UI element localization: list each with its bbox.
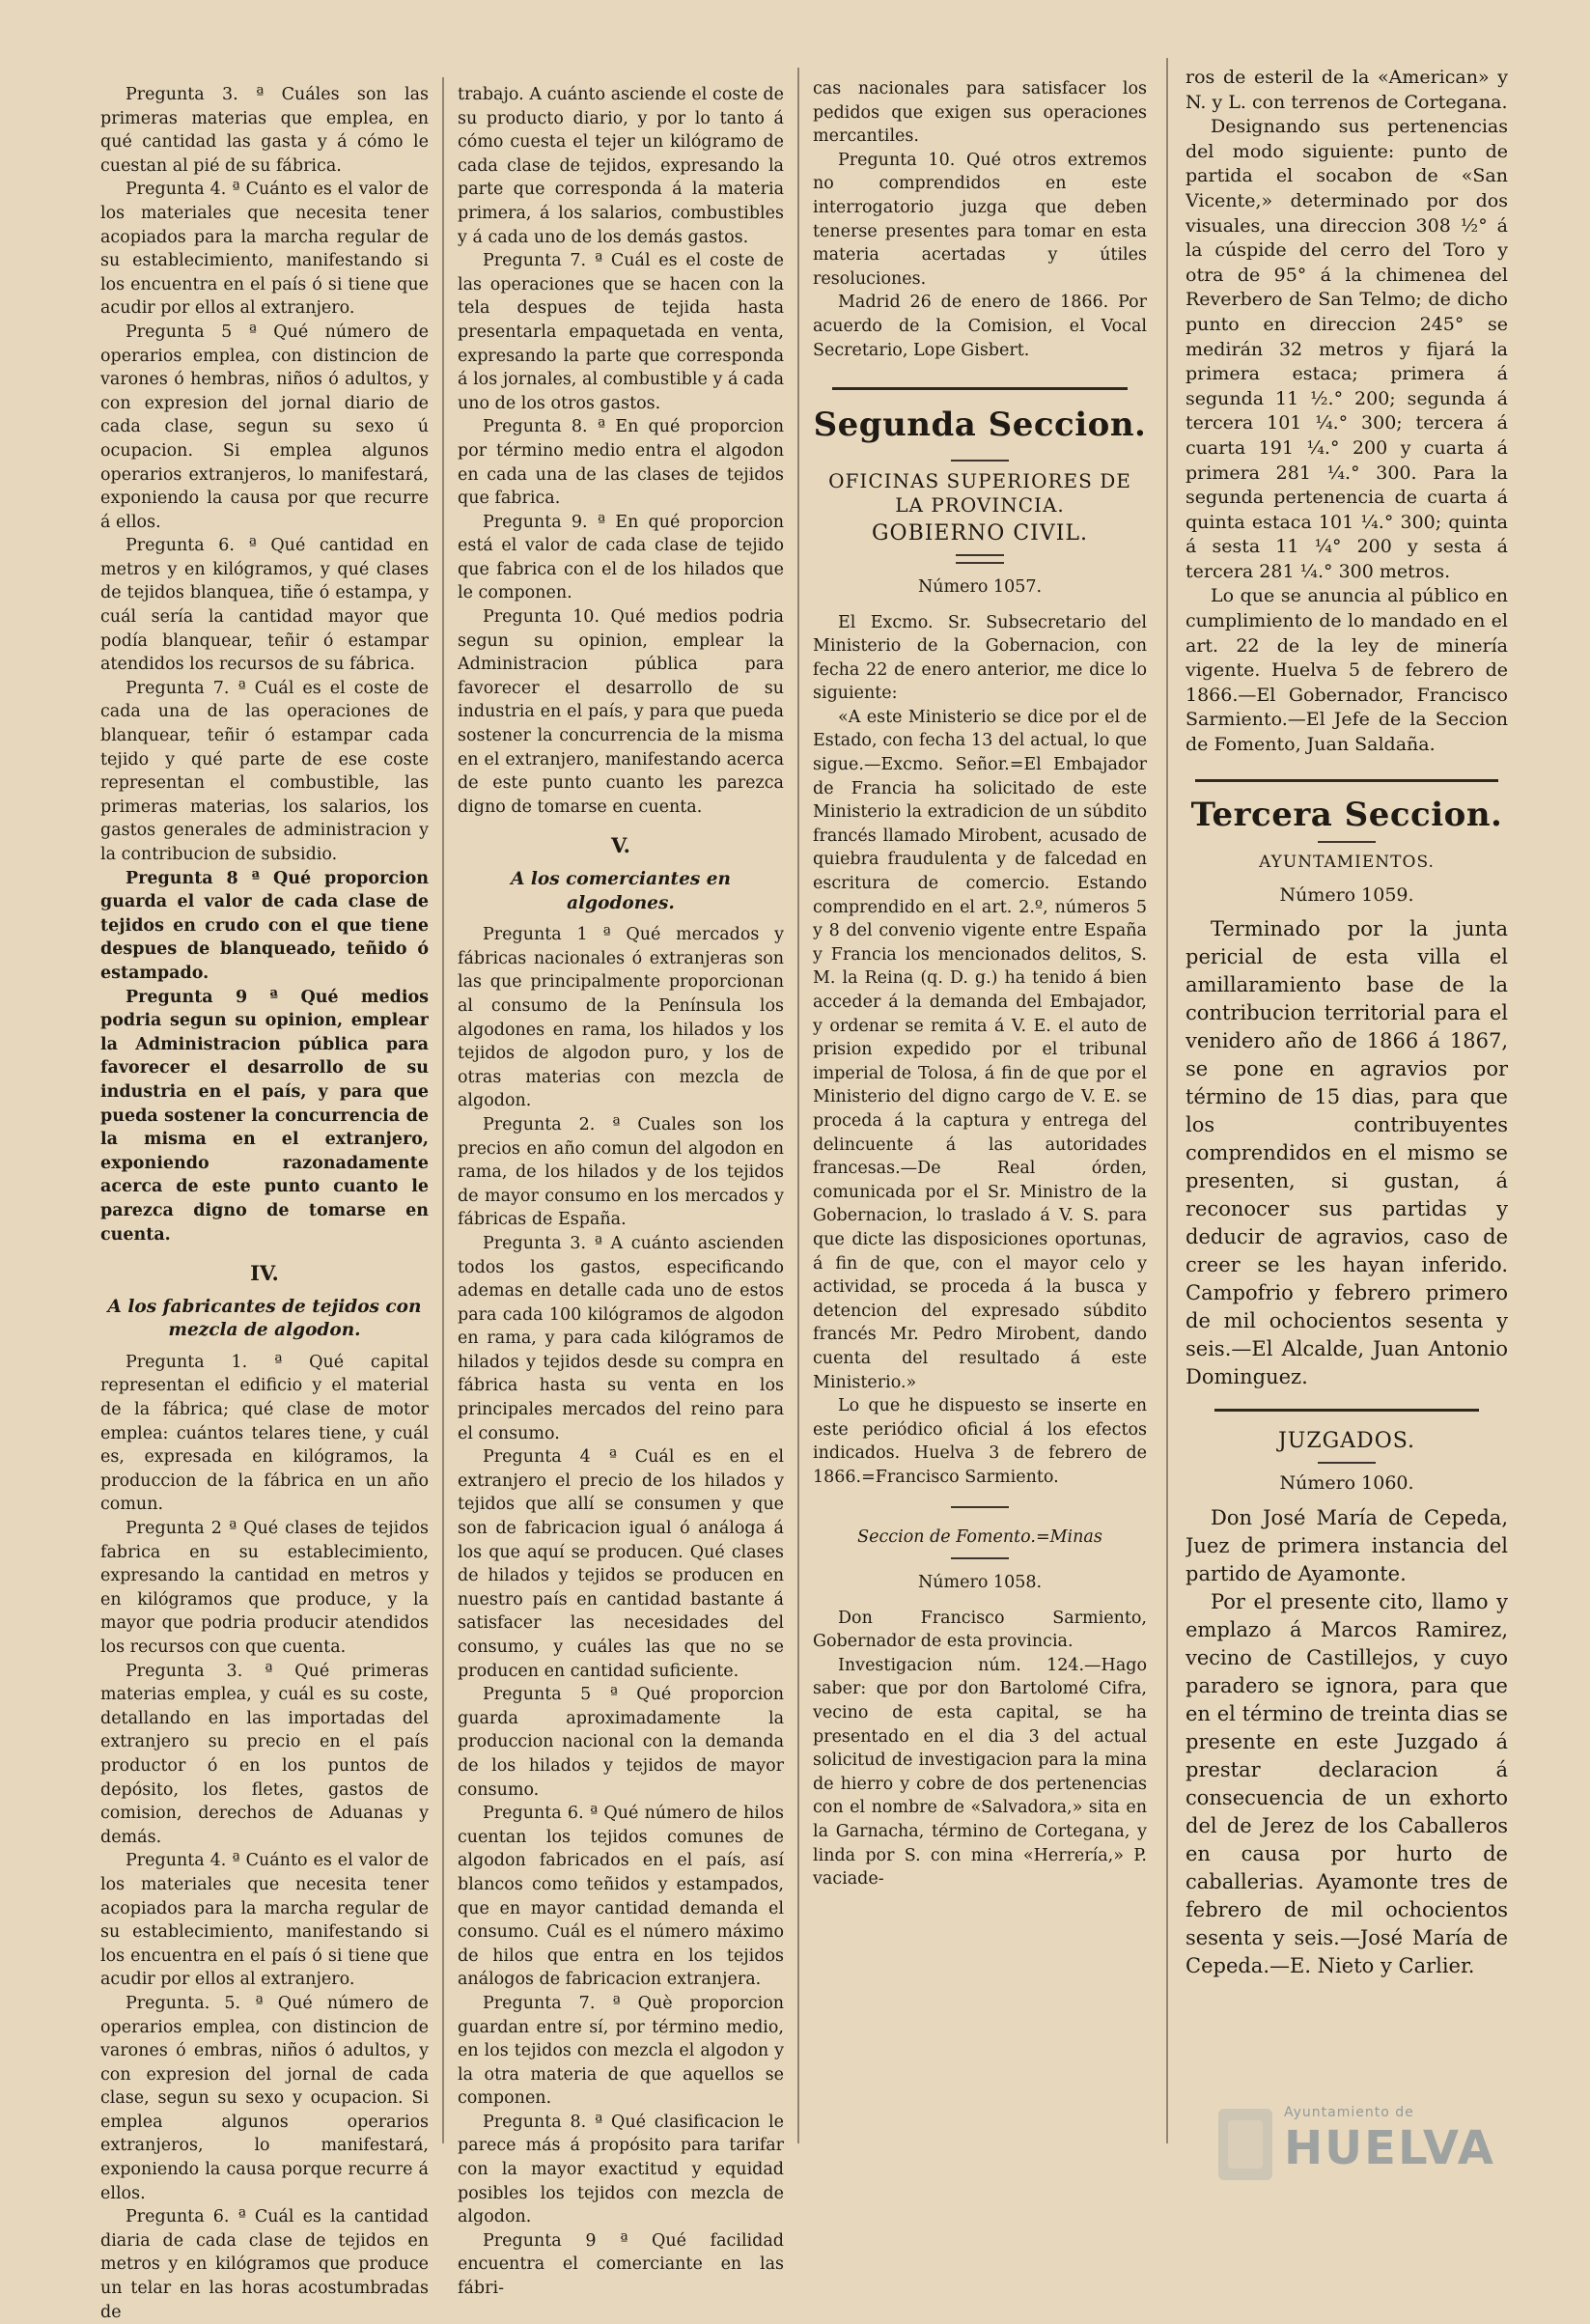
- paragraph: «A este Ministerio se dice por el de Estado, con fecha 13 del actual, lo que sigue.—Excmo. Señor.=El Embajador de Francia ha solicitado de este Ministerio la extradicion de un súbdito francés llamado Mirobent, acusado de quiebra fraudulenta y de falcedad en escritura de comercio. Estando comprendido en el art. 2.º, números 5 y 8 del convenio vigente entre España y Francia los mencionados delitos, S. M. la Reina (q. D. g.) ha tenido á bien acceder á la demanda del Embajador, y ordenar se remita á V. E. el auto de prision expedido por el tribunal imperial de Tolosa, á fin de que por el Ministerio del digno cargo de V. E. se proceda á la captura y entrega del delincuente á las autoridades francesas.—De Real órden, comunicada por el Sr. Ministro de la Gobernacion, lo traslado á V. S. para que dicte las disposiciones oportunas, á fin de que, con el mayor celo y actividad, se proceda á la busca y detencion del expresado súbdito francés Mr. Pedro Mirobent, dando cuenta del resultado á este Ministerio.»: [813, 707, 1147, 1392]
- paragraph: trabajo. A cuánto asciende el coste de su producto diario, y por lo tanto á cómo cuesta el tejer un kilógramo de cada clase de tejidos, expresando la parte que corresponda á la materia primera, á los salarios, combustibles y á cada uno de los demás gastos.: [458, 85, 784, 247]
- paragraph: Pregunta 2. ª Cuales son los precios en año comun del algodon en rama, de los hilados y de los tejidos de mayor consumo en los mercados y fábricas de España.: [458, 1114, 784, 1230]
- column-4: [1186, 66, 1508, 1980]
- paragraph: Don José María de Cepeda, Juez de primera instancia del partido de Ayamonte.: [1186, 1505, 1508, 1585]
- paragraph: El Excmo. Sr. Subsecretario del Ministerio de la Gobernacion, con fecha 22 de enero anterior, me dice lo siguiente:: [813, 612, 1147, 704]
- column-divider: [442, 77, 444, 2143]
- column-divider: [797, 68, 799, 2143]
- column-3: [813, 77, 1147, 1891]
- paragraph: Pregunta 8 ª Qué proporcion guarda el valor de cada clase de tejidos en crudo con el que tiene despues de blanqueado, teñido ó estampado.: [100, 868, 429, 983]
- section-rule: [1195, 779, 1498, 782]
- notice-number: Número 1057.: [917, 576, 1043, 597]
- subsection-title: Seccion de Fomento.=Minas: [857, 1527, 1102, 1548]
- paragraph: Pregunta 7. ª Cuál es el coste de las operaciones que se hacen con la tela despues de tejida hasta presentarla empaquetada en venta, expresando la parte que corresponda á los jornales, al combustible y á cada uno de los otros gastos.: [458, 251, 784, 413]
- separator: [951, 1506, 1009, 1508]
- paragraph: Pregunta 6. ª Qué número de hilos cuentan los tejidos comunes de algodon fabricados en el país, así blancos como teñidos y estampados, que en mayor cantidad demanda el consumo. Cuál es el número máximo de hilos que entra en los tejidos análogos de fabricacion extranjera.: [458, 1804, 784, 1990]
- paragraph: Pregunta 4. ª Cuánto es el valor de los materiales que necesita tener acopiados para la marcha regular de su establecimiento, manifestando si los encuentra en el país ó si tiene que acudir por ellos al extranjero.: [100, 1851, 429, 1990]
- paragraph: Pregunta 10. Qué otros extremos no comprendidos en este interrogatorio juzga que deben tenerse presentes para tomar en esta materia acertadas y útiles resoluciones.: [813, 150, 1147, 289]
- paragraph: Pregunta 5 ª Qué número de operarios emplea, con distincion de varones ó hembras, niños ó adultos, y con expresion del jornal diario de cada clase, segun su sexo ú ocupacion. Si emplea algunos operarios extranjeros, lo manifestará, exponiendo la causa por que recurre á ellos.: [100, 322, 429, 532]
- paragraph: Pregunta 4 ª Cuál es en el extranjero el precio de los hilados y tejidos que allí se consumen y que son de fabricacion igual ó análoga á los que aquí se producen. Qué clases de hilados y tejidos se producen en nuestro país en cantidad bastante á satisfacer las necesidades del consumo, y cuáles las que no se producen en cantidad suficiente.: [458, 1447, 784, 1681]
- paragraph: Pregunta 8. ª Qué clasificacion le parece más á propósito para tarifar con la mayor exactitud y equidad posibles los tejidos con mezcla de algodon.: [458, 2112, 784, 2227]
- paragraph: Investigacion núm. 124.—Hago saber: que por don Bartolomé Cifra, vecino de esta capital, se ha presentado en el dia 3 del actual solicitud de investigacion para la mina de hierro y cobre de dos pertenencias con el nombre de «Salvadora,» sita en la Garnacha, término de Cortegana, y linda por S. con mina «Herrería,» P. vaciade-: [813, 1655, 1147, 1890]
- section-title: Tercera Seccion.: [1190, 795, 1503, 834]
- title-rule: [951, 460, 1009, 462]
- section-title: Segunda Seccion.: [813, 406, 1147, 445]
- paragraph: cas nacionales para satisfacer los pedidos que exigen sus operaciones mercantiles.: [813, 79, 1147, 147]
- paragraph: Don Francisco Sarmiento, Gobernador de esta provincia.: [813, 1608, 1147, 1652]
- notice-number: Número 1058.: [917, 1573, 1043, 1593]
- column-2: [458, 83, 784, 2301]
- paragraph: Pregunta 9. ª En qué proporcion está el valor de cada clase de tejido que fabrica con el de los hilados que le componen.: [458, 512, 784, 603]
- section-numeral: V.: [611, 833, 630, 858]
- paragraph: Pregunta 6. ª Qué cantidad en metros y en kilógramos, y qué clases de tejidos blanquea, tiñe ó estampa, y cuál sería la cantidad mayor que podía blanquear, teñir ó estampar atendidos los recursos de su fábrica.: [100, 536, 429, 675]
- department-heading: JUZGADOS.: [1277, 1429, 1416, 1454]
- paragraph: Pregunta 3. ª Cuáles son las primeras materias que emplea, en qué cantidad las gasta y á cómo le cuestan al pié de su fábrica.: [100, 85, 429, 176]
- paragraph: Pregunta 8. ª En qué proporcion por término medio entra el algodon en cada una de las clases de tejidos que fabrica.: [458, 417, 784, 509]
- paragraph: Pregunta 9 ª Qué facilidad encuentra el comerciante en las fábri-: [458, 2230, 784, 2299]
- department-heading: AYUNTAMIENTOS.: [1259, 853, 1435, 873]
- paragraph: Pregunta 7. ª Cuál es el coste de cada una de las operaciones de blanquear, teñir ó estampar cada tejido y qué parte de ese coste representan el combustible, las primeras materias, los salarios, los gastos generales de administracion y la contribucion de subsidio.: [100, 678, 429, 864]
- title-rule: [1318, 841, 1376, 843]
- section-rule: [1214, 1409, 1479, 1412]
- section-numeral: IV.: [250, 1261, 279, 1286]
- office-heading: OFICINAS SUPERIORES DE LA PROVINCIA.: [828, 469, 1131, 517]
- paragraph: ros de esteril de la «American» y N. y L. con terrenos de Cortegana.: [1186, 67, 1508, 113]
- paragraph: Pregunta 1 ª Qué mercados y fábricas nacionales ó extranjeras son las que principalmente proporcionan al consumo de la Península los algodones en rama, los hilados y los tejidos de algodon puro, y los de otras materias con mezcla de algodon.: [458, 925, 784, 1111]
- paragraph: Pregunta 1. ª Qué capital representan el edificio y el material de la fábrica; qué clase de motor emplea: cuántos telares tiene, y cuál es, expresada en kilógramos, la produccion de la fábrica en un año comun.: [100, 1352, 429, 1515]
- paragraph: Pregunta 10. Qué medios podria segun su opinion, emplear la Administracion pública para favorecer el desarrollo de su industria en el país, y para que pueda sostener la concurrencia de la misma en el extranjero, manifestando acerca de este punto cuanto les parezca digno de tomarse en cuenta.: [458, 607, 784, 817]
- paragraph: Pregunta 9 ª Qué medios podria segun su opinion, emplear la Administracion pública para favorecer el desarrollo de su industria en el país, y para que pueda sostener la concurrencia de la misma en el extranjero, exponiendo razonadamente acerca de este punto cuanto le parezca digno de tomarse en cuenta.: [100, 987, 429, 1245]
- separator: [951, 1557, 1009, 1559]
- column-1: [100, 83, 429, 2324]
- paragraph: Pregunta 3. ª A cuánto ascienden todos los gastos, especificando ademas en detalle cada uno de estos para cada 100 kilógramos de algodon en rama, y para cada kilógramos de hilados y tejidos desde su compra en fábrica hasta su venta en los principales mercados del reino para el consumo.: [458, 1233, 784, 1443]
- paragraph: Pregunta. 5. ª Qué número de operarios emplea, con distincion de varones ó embras, niños ó adultos, y con expresion del jornal de cada clase, segun su sexo y ocupacion. Si emplea algunos operarios extranjeros, lo manifestará, exponiendo la causa porque recurre á ellos.: [100, 1993, 429, 2203]
- section-rule: [832, 387, 1128, 390]
- paragraph: Madrid 26 de enero de 1866. Por acuerdo de la Comision, el Vocal Secretario, Lope Gisbert.: [813, 293, 1147, 360]
- double-rule: [956, 554, 1004, 564]
- watermark-city: HUELVA: [1284, 2121, 1495, 2175]
- section-subtitle: A los comerciantes en algodones.: [511, 869, 731, 913]
- paragraph: Terminado por la junta pericial de esta villa el amillaramiento base de la contribucion territorial para el venidero año de 1866 á 1867, se pone en agravios por término de 15 dias, para que los contribuyentes comprendidos en el mismo se presenten, si gustan, á reconocer sus partidas y deducir de agravios, caso de creer se les hayan inferido. Campofrio y febrero primero de mil ochocientos sesenta y seis.—El Alcalde, Juan Antonio Dominguez.: [1186, 917, 1508, 1389]
- notice-number: Número 1059.: [1279, 883, 1414, 906]
- section-subtitle: A los fabricantes de tejidos con mezcla de algodon.: [107, 1296, 422, 1341]
- column-divider: [1166, 58, 1168, 2143]
- paragraph: Pregunta 2 ª Qué clases de tejidos fabrica en su establecimiento, expresando la cantidad en metros y en kilógramos que produce, y la mayor que podria producir atendidos los recursos con que cuenta.: [100, 1519, 429, 1657]
- paragraph: Pregunta 6. ª Cuál es la cantidad diaria de cada clase de tejidos en metros y en kilógramos que produce un telar en las horas acostumbradas de: [100, 2207, 429, 2322]
- paragraph: Pregunta 7. ª Què proporcion guardan entre sí, por término medio, en los tejidos con mezcla el algodon y la otra materia de que aquellos se componen.: [458, 1993, 784, 2109]
- paragraph: Por el presente cito, llamo y emplazo á Marcos Ramirez, vecino de Castillejos, y cuyo paradero se ignora, para que en el término de treinta dias se presente en este Juzgado á prestar declaracion á consecuencia de un exhorto del de Jerez de los Caballeros en causa por hurto de caballerias. Ayamonte tres de febrero de mil ochocientos sesenta y seis.—José María de Cepeda.—E. Nieto y Carlier.: [1186, 1589, 1508, 1977]
- watermark-label: Ayuntamiento de: [1284, 2105, 1414, 2120]
- notice-number: Número 1060.: [1279, 1472, 1414, 1494]
- paragraph: Lo que se anuncia al público en cumplimiento de lo mandado en el art. 22 de la ley de minería vigente. Huelva 5 de febrero de 1866.—El Gobernador, Francisco Sarmiento.—El Jefe de la Seccion de Fomento, Juan Saldaña.: [1186, 585, 1508, 756]
- paragraph: Pregunta 3. ª Qué primeras materias emplea, y cuál es su coste, detallando en las importadas del extranjero su precio en el país productor ó en los puntos de depósito, los fletes, gastos de comision, derechos de Aduanas y demás.: [100, 1661, 429, 1847]
- paragraph: Lo que he dispuesto se inserte en este periódico oficial á los efectos indicados. Huelva 3 de febrero de 1866.=Francisco Sarmiento.: [813, 1396, 1147, 1487]
- paragraph: Designando sus pertenencias del modo siguiente: punto de partida el socabon de «San Vicente,» determinado por dos visuales, una direccion 308 ½° á la cúspide del cerro del Toro y otra de 95° á la chimenea del Reverbero de San Telmo; de dicho punto en direccion 245° se medirán 32 metros y fijará la primera estaca; primera á segunda 11 ½.° 200; segunda á tercera 101 ¼.° 300; tercera á cuarta 191 ¼.° 200 y cuarta á primera 281 ¼.° 300. Para la segunda pertenencia de cuarta á quinta estaca 101 ¼.° 300; quinta á sesta 11 ¼° 200 y sesta á tercera 281 ¼.° 300 metros.: [1186, 116, 1508, 582]
- paragraph: Pregunta 5 ª Qué proporcion guarda aproximadamente la produccion nacional con la demanda de los hilados y tejidos de mayor consumo.: [458, 1685, 784, 1800]
- separator: [1318, 1462, 1376, 1464]
- department-heading: GOBIERNO CIVIL.: [871, 521, 1089, 546]
- paragraph: Pregunta 4. ª Cuánto es el valor de los materiales que necesita tener acopiados para la marcha regular de su establecimiento, manifestando si los encuentra en el país ó si tiene que acudir por ellos al extranjero.: [100, 180, 429, 319]
